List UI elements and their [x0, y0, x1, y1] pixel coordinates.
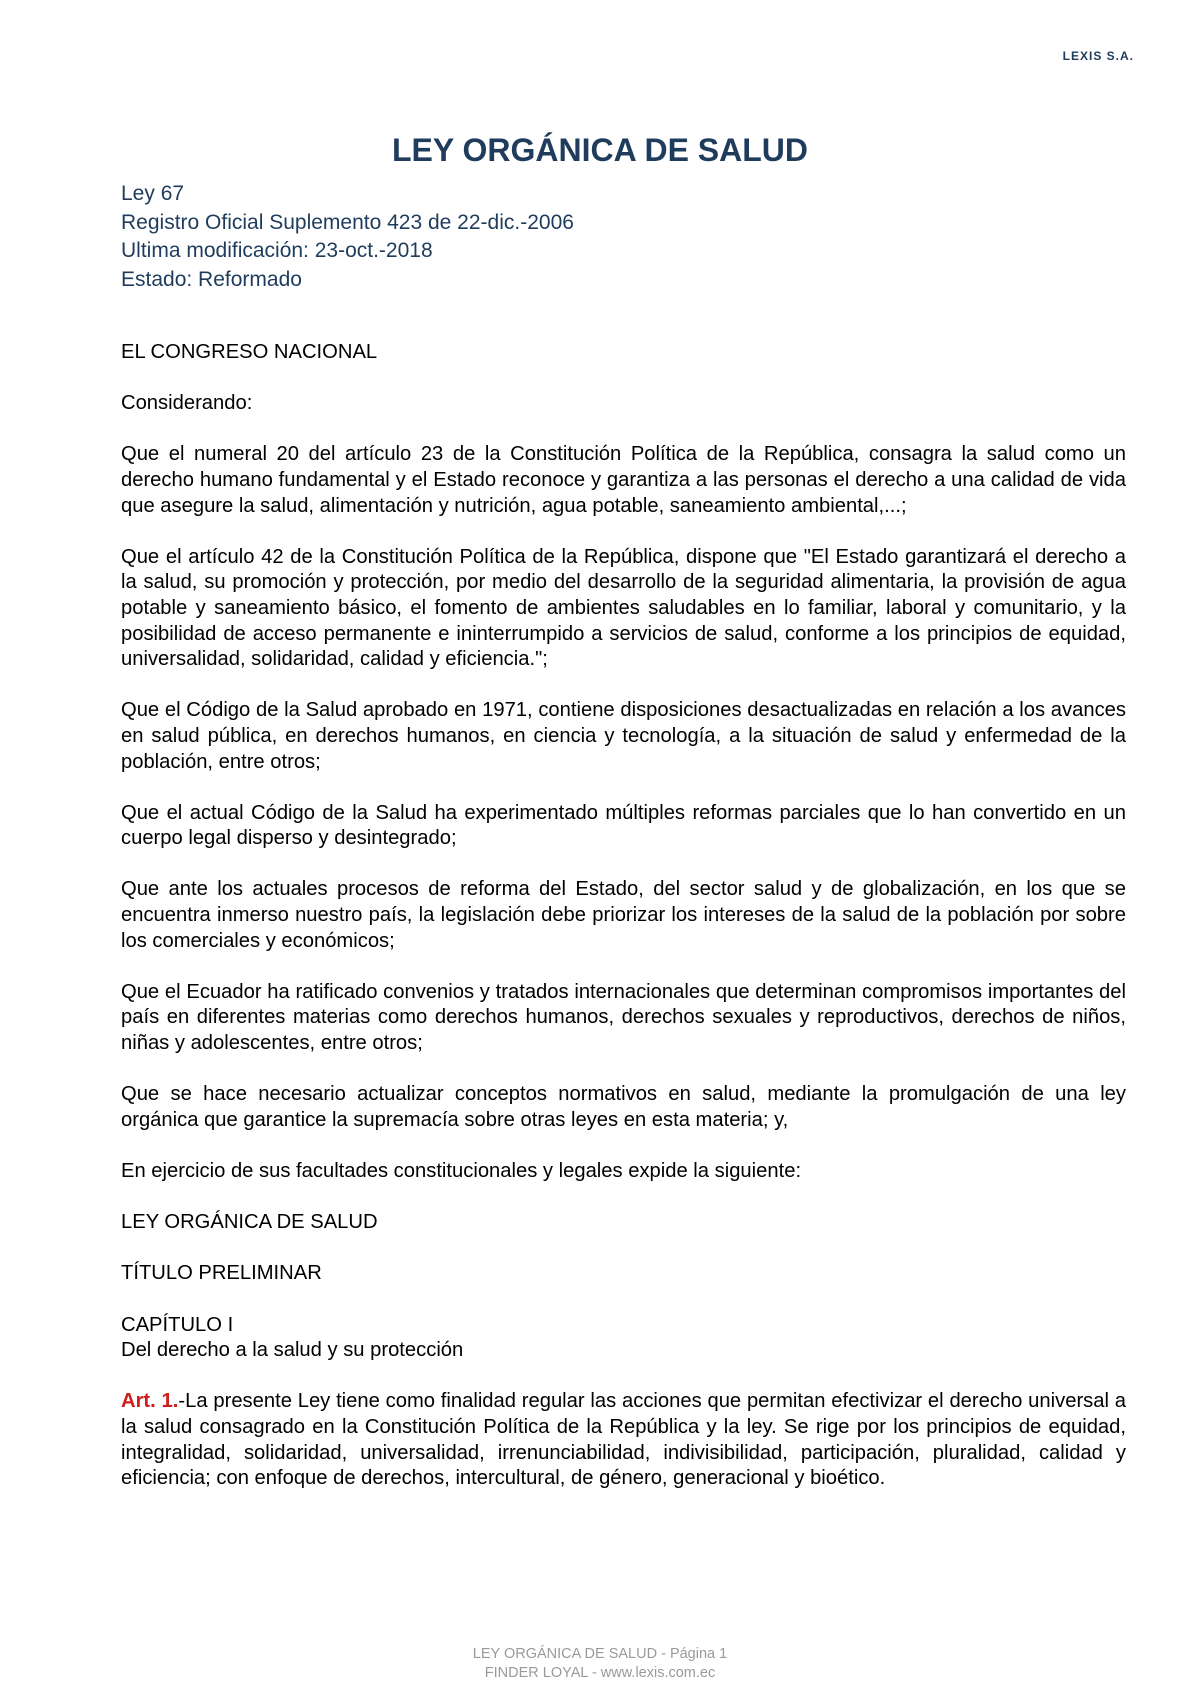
footer-source-line: FINDER LOYAL - www.lexis.com.ec	[484, 1665, 716, 1681]
considerando-paragraph: Que el actual Código de la Salud ha experimentado múltiples reformas parciales que lo han convertido en un cuerpo legal disperso y desintegrado;	[121, 801, 1126, 850]
considerando-paragraph: Que ante los actuales procesos de reforma del Estado, del sector salud y de globalización, en los que se encuentra inmerso nuestro país, la legislación debe priorizar los intereses de la salud de la población por sobre los comerciales y económicos;	[121, 878, 1126, 952]
considerando-paragraph: Que el artículo 42 de la Constitución Política de la República, dispone que "El Estado garantizará el derecho a la salud, su promoción y protección, por medio del desarrollo de la seguridad alimentaria, la provisión de agua potable y saneamiento básico, el fomento de ambientes saludables en lo familiar, laboral y comunitario, y la posibilidad de acceso permanente e ininterrumpido a servicios de salud, conforme a los principios de equidad, universalidad, solidaridad, calidad y eficiencia.";	[121, 545, 1126, 671]
enactment-clause: En ejercicio de sus facultades constitucionales y legales expide la siguiente:	[121, 1160, 802, 1182]
title-heading: TÍTULO PRELIMINAR	[121, 1262, 322, 1285]
law-status: Estado: Reformado	[121, 267, 302, 291]
law-number: Ley 67	[121, 182, 185, 205]
article-1-text: -La presente Ley tiene como finalidad regular las acciones que permitan efectivizar el derecho universal a la salud consagrado en la Constitución Política de la República y la ley. Se rige por los principios de equidad, integralidad, solidaridad, universalidad, irrenunciabilidad, indivisibilidad, participación, pluralidad, calidad y eficiencia; con enfoque de derechos, intercultural, de género, generacional y bioético.	[121, 1390, 1126, 1490]
page-footer	[0, 1645, 1200, 1683]
article-1-label: Art. 1.	[121, 1390, 179, 1413]
document-title: LEY ORGÁNICA DE SALUD	[391, 132, 809, 168]
article-1	[121, 1389, 1126, 1491]
last-modification: Ultima modificación: 23-oct.-2018	[121, 239, 433, 262]
law-metadata	[121, 180, 574, 294]
chapter-heading	[121, 1313, 1126, 1364]
considerando-paragraph: Que el numeral 20 del artículo 23 de la Constitución Política de la República, consagra la salud como un derecho humano fundamental y el Estado reconoce y garantiza a las personas el derecho a una calidad de vida que asegure la salud, alimentación y nutrición, agua potable, saneamiento ambiental,...;	[121, 443, 1126, 517]
considerando-paragraph: Que se hace necesario actualizar conceptos normativos en salud, mediante la promulgación de una ley orgánica que garantice la supremacía sobre otras leyes en esta materia; y,	[121, 1083, 1126, 1131]
law-heading: LEY ORGÁNICA DE SALUD	[121, 1211, 378, 1234]
official-registry: Registro Oficial Suplemento 423 de 22-dic.-2006	[121, 210, 574, 234]
chapter-subtitle: Del derecho a la salud y su protección	[121, 1339, 464, 1362]
considerando-heading: Considerando:	[121, 392, 253, 415]
considerando-paragraph: Que el Código de la Salud aprobado en 1971, contiene disposiciones desactualizadas en relación a los avances en salud pública, en derechos humanos, en ciencia y tecnología, a la situación de salud y enfermedad de la población, entre otros;	[121, 699, 1126, 773]
header-brand: LEXIS S.A.	[1062, 49, 1134, 63]
footer-page-line: LEY ORGÁNICA DE SALUD - Página 1	[472, 1646, 728, 1662]
considerando-paragraph: Que el Ecuador ha ratificado convenios y tratados internacionales que determinan compromisos importantes del país en diferentes materias como derechos humanos, derechos sexuales y reproductivos, derechos de niños, niñas y adolescentes, entre otros;	[121, 980, 1126, 1055]
congress-heading: EL CONGRESO NACIONAL	[121, 341, 378, 363]
chapter-number: CAPÍTULO I	[121, 1313, 234, 1336]
document-body	[121, 340, 1126, 1517]
